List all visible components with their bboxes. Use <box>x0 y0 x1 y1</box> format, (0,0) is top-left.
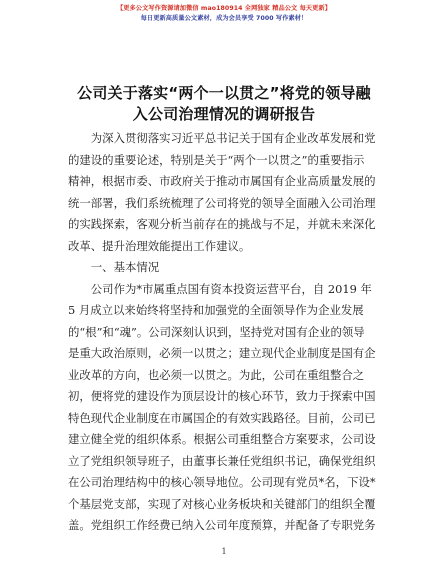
section-heading: 一、基本情况 <box>68 260 160 274</box>
body-line: 为深入贯彻落实习近平总书记关于国有企业改革发展和党 <box>68 131 376 145</box>
body-line: 公司作为*市属重点国有资本投资运营平台，自 2019 年 <box>68 281 372 296</box>
promo-banner-subline: 每日更新高质量公文素材，成为会员享受 7000 写作素材！ <box>140 15 308 22</box>
body-line: 在公司治理结构中的核心领导地位。公司现有党员*名，下设* <box>68 475 376 489</box>
title-line: 入公司治理情况的调研报告 <box>132 105 316 123</box>
body-line: 改革、提升治理效能提出工作建议。 <box>68 238 251 253</box>
body-line: 的“根”和“魂”。公司深刻认识到，坚持党对国有企业的领导 <box>68 324 365 339</box>
body-line: 个基层党支部，实现了对核心业务板块和关键部门的组织全覆 <box>68 496 376 511</box>
body-line: 统一部署，我们系统梳理了公司将党的领导全面融入公司治理 <box>68 195 376 210</box>
document-body <box>68 128 385 537</box>
document-title <box>62 83 386 125</box>
body-line: 立了党组织领导班子，由董事长兼任党组织书记，确保党组织 <box>68 453 376 468</box>
body-line: 的建设的重要论述，特别是关于“两个一以贯之”的重要指示 <box>68 152 365 167</box>
promo-banner-line: 【更多公文写作资源请加微信 mao180914 全网独家 精品公文 每天更新】 <box>116 5 332 12</box>
body-line: 初，便将党的建设作为顶层设计的核心环节，致力于探索中国 <box>68 389 376 403</box>
body-line: 的实践探索，客观分析当前存在的挑战与不足，并就未来深化 <box>68 217 376 231</box>
body-line: 5 月成立以来始终将坚持和加强党的全面领导作为企业发展 <box>68 303 364 317</box>
body-line: 盖。党组织工作经费已纳入公司年度预算，并配备了专职党务 <box>68 518 376 532</box>
body-line: 建立健全党的组织体系。根据公司重组整合方案要求，公司设 <box>68 432 376 446</box>
body-line: 业改革的方向，也必须一以贯之。为此，公司在重组整合之 <box>68 367 365 382</box>
body-line: 是重大政治原则，必须一以贯之；建立现代企业制度是国有企 <box>68 346 376 360</box>
body-line: 精神，根据市委、市政府关于推动市属国有企业高质量发展的 <box>68 174 376 188</box>
page-number: 1 <box>221 547 227 556</box>
title-line: 公司关于落实“两个一以贯之”将党的领导融 <box>77 84 371 102</box>
body-line: 特色现代企业制度在市属国企的有效实践路径。目前，公司已 <box>68 410 376 425</box>
